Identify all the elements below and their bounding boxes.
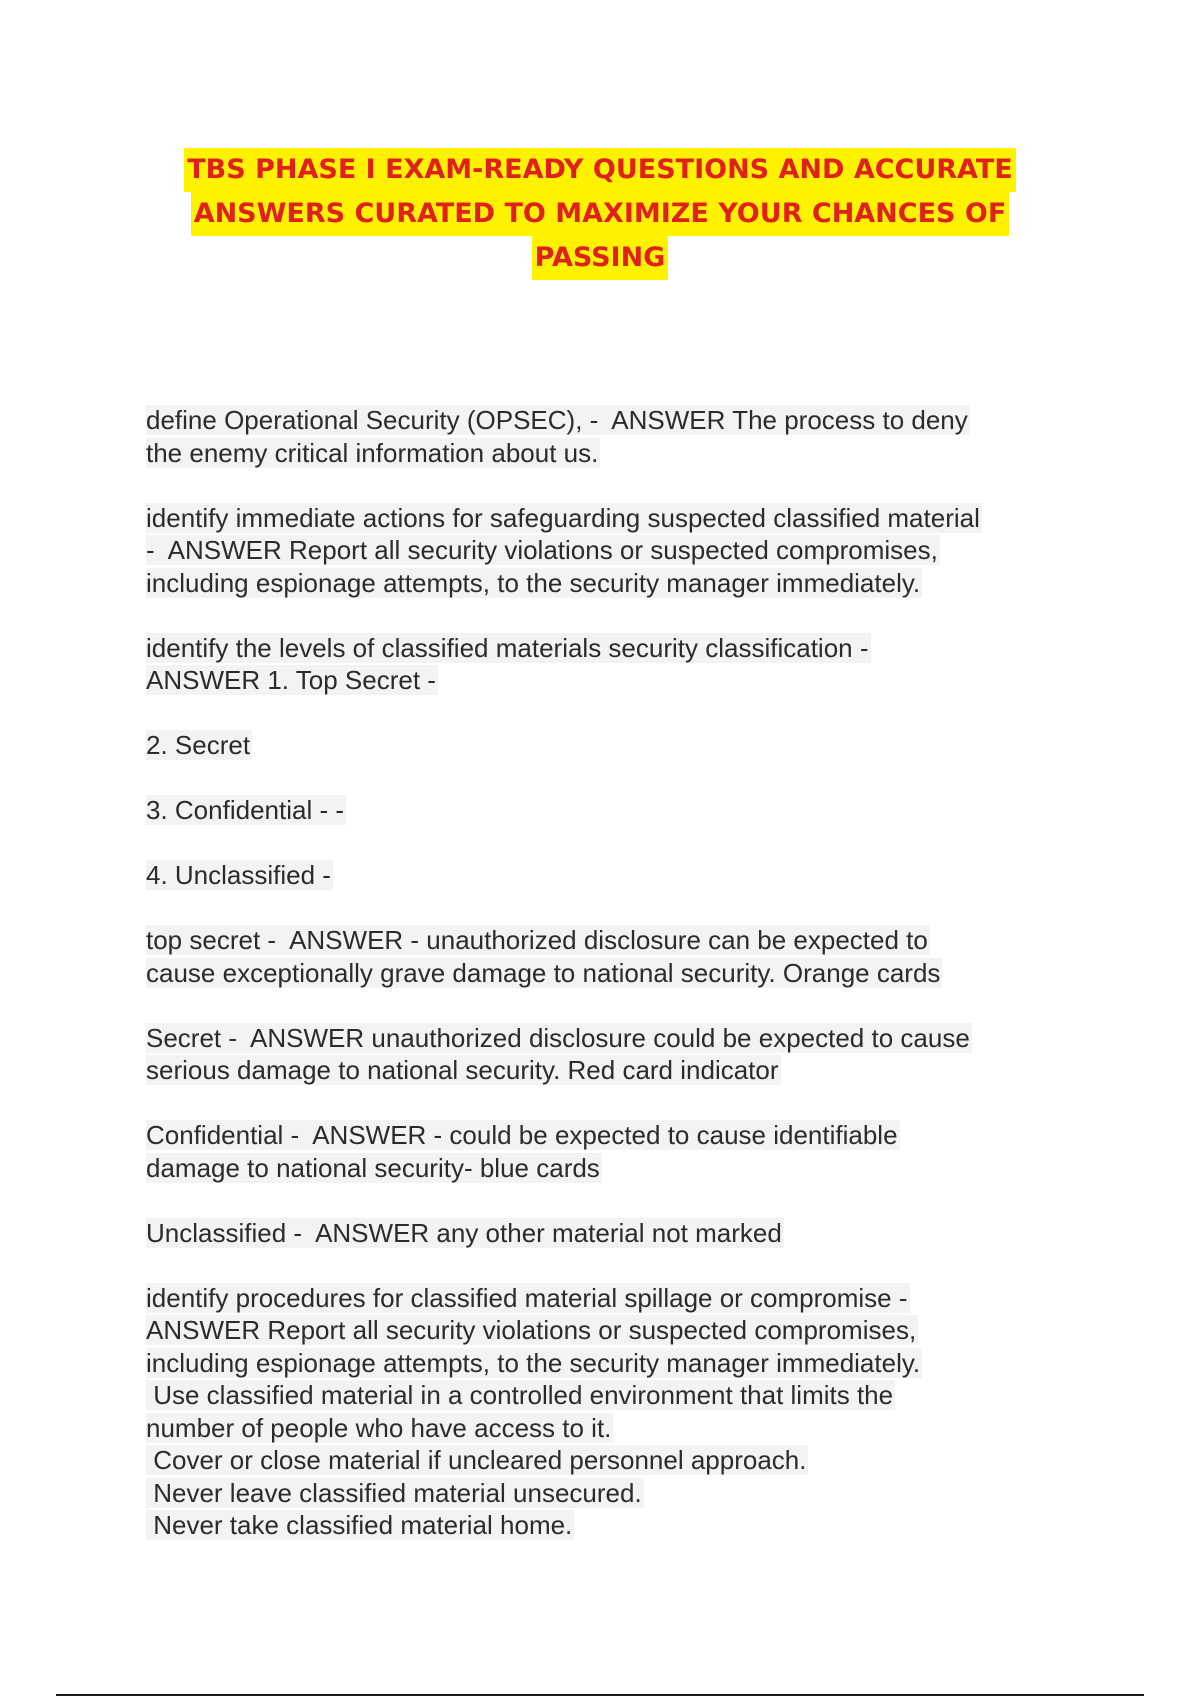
qa-line: Cover or close material if uncleared personnel approach. <box>146 1445 807 1475</box>
qa-line: define Operational Security (OPSEC), - ANSWER The process to deny <box>146 405 968 435</box>
qa-item-level-confidential <box>146 794 1076 827</box>
title-line: TBS PHASE I EXAM-READY QUESTIONS AND ACCURATE <box>184 148 1015 192</box>
document-title <box>150 148 1050 280</box>
qa-line: top secret - ANSWER - unauthorized disclosure can be expected to <box>146 925 928 955</box>
qa-line: Never take classified material home. <box>146 1510 573 1540</box>
qa-item-level-unclassified <box>146 859 1076 892</box>
qa-line: the enemy critical information about us. <box>146 437 599 468</box>
qa-item-secret <box>146 1022 1076 1087</box>
qa-item-level-secret <box>146 729 1076 762</box>
qa-item-opsec <box>146 404 1076 469</box>
qa-line: Use classified material in a controlled environment that limits the <box>146 1380 894 1410</box>
qa-line: Unclassified - ANSWER any other material not marked <box>146 1217 782 1248</box>
qa-line: Never leave classified material unsecured. <box>146 1477 642 1508</box>
qa-item-confidential <box>146 1119 1076 1184</box>
qa-content <box>146 404 1076 1574</box>
qa-item-spillage-procedures <box>146 1282 1076 1542</box>
qa-item-immediate-actions <box>146 502 1076 600</box>
qa-line: including espionage attempts, to the security manager immediately. <box>146 1347 921 1378</box>
qa-line: ANSWER 1. Top Secret - <box>146 665 436 695</box>
qa-line: Confidential - ANSWER - could be expected to cause identifiable <box>146 1120 898 1150</box>
qa-line: ANSWER Report all security violations or suspected compromises, <box>146 1315 917 1345</box>
qa-item-top-secret <box>146 924 1076 989</box>
footer-divider <box>56 1694 1144 1696</box>
qa-line: 2. Secret <box>146 730 251 760</box>
qa-item-classification-levels <box>146 632 1076 697</box>
qa-line: including espionage attempts, to the security manager immediately. <box>146 567 921 598</box>
qa-line: number of people who have access to it. <box>146 1412 612 1443</box>
qa-line: damage to national security- blue cards <box>146 1152 600 1183</box>
qa-line: identify the levels of classified materials security classification - <box>146 632 869 663</box>
qa-line: - ANSWER Report all security violations or suspected compromises, <box>146 535 938 565</box>
qa-line: identify immediate actions for safeguarding suspected classified material <box>146 502 980 533</box>
qa-line: serious damage to national security. Red card indicator <box>146 1055 779 1085</box>
qa-line: cause exceptionally grave damage to national security. Orange cards <box>146 957 941 988</box>
qa-line: identify procedures for classified material spillage or compromise - <box>146 1282 908 1313</box>
qa-line: 4. Unclassified - <box>146 860 331 890</box>
qa-line: 3. Confidential - - <box>146 795 344 825</box>
title-line: ANSWERS CURATED TO MAXIMIZE YOUR CHANCES OF <box>191 192 1010 236</box>
qa-item-unclassified <box>146 1217 1076 1250</box>
qa-line: Secret - ANSWER unauthorized disclosure could be expected to cause <box>146 1022 970 1053</box>
title-line: PASSING <box>532 236 669 280</box>
